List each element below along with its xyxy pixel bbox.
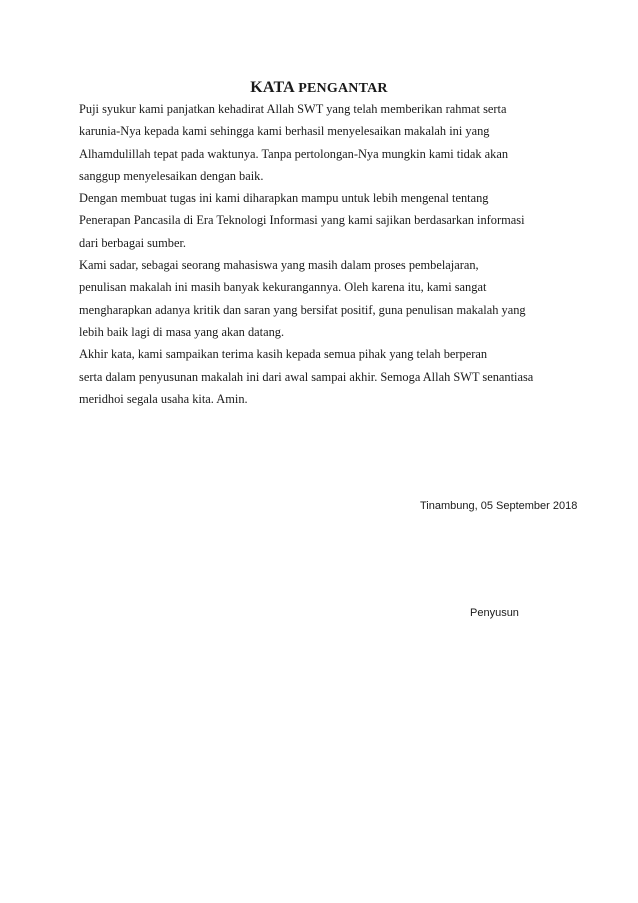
page-title — [0, 79, 638, 97]
text-line: dari berbagai sumber. — [79, 235, 187, 250]
text-line: Akhir kata, kami sampaikan terima kasih kepada semua pihak yang telah berperan — [79, 347, 488, 362]
text-line: karunia-Nya kepada kami sehingga kami berhasil menyelesaikan makalah ini yang — [79, 124, 490, 139]
title-word-kata: KATA — [250, 79, 295, 96]
text-line: lebih baik lagi di masa yang akan datang. — [79, 324, 285, 339]
text-line: penulisan makalah ini masih banyak kekurangannya. Oleh karena itu, kami sangat — [79, 280, 487, 295]
text-line: Dengan membuat tugas ini kami diharapkan mampu untuk lebih mengenal tentang — [79, 191, 489, 206]
body-text — [79, 98, 579, 410]
text-line: Penerapan Pancasila di Era Teknologi Informasi yang kami sajikan berdasarkan informasi — [79, 213, 525, 228]
text-line: meridhoi segala usaha kita. Amin. — [79, 391, 248, 406]
signer-label: Penyusun — [470, 607, 519, 619]
place-date: Tinambung, 05 September 2018 — [420, 500, 578, 512]
text-line: sanggup menyelesaikan dengan baik. — [79, 168, 264, 183]
text-line: Alhamdulillah tepat pada waktunya. Tanpa pertolongan-Nya mungkin kami tidak akan — [79, 146, 509, 161]
text-line: Puji syukur kami panjatkan kehadirat Allah SWT yang telah memberikan rahmat serta — [79, 102, 507, 116]
text-line: mengharapkan adanya kritik dan saran yang bersifat positif, guna penulisan makalah yang — [79, 302, 526, 317]
text-line: Kami sadar, sebagai seorang mahasiswa yang masih dalam proses pembelajaran, — [79, 258, 479, 273]
title-word-pengantar: PENGANTAR — [298, 81, 388, 96]
text-line: serta dalam penyusunan makalah ini dari awal sampai akhir. Semoga Allah SWT senantiasa — [79, 369, 534, 384]
